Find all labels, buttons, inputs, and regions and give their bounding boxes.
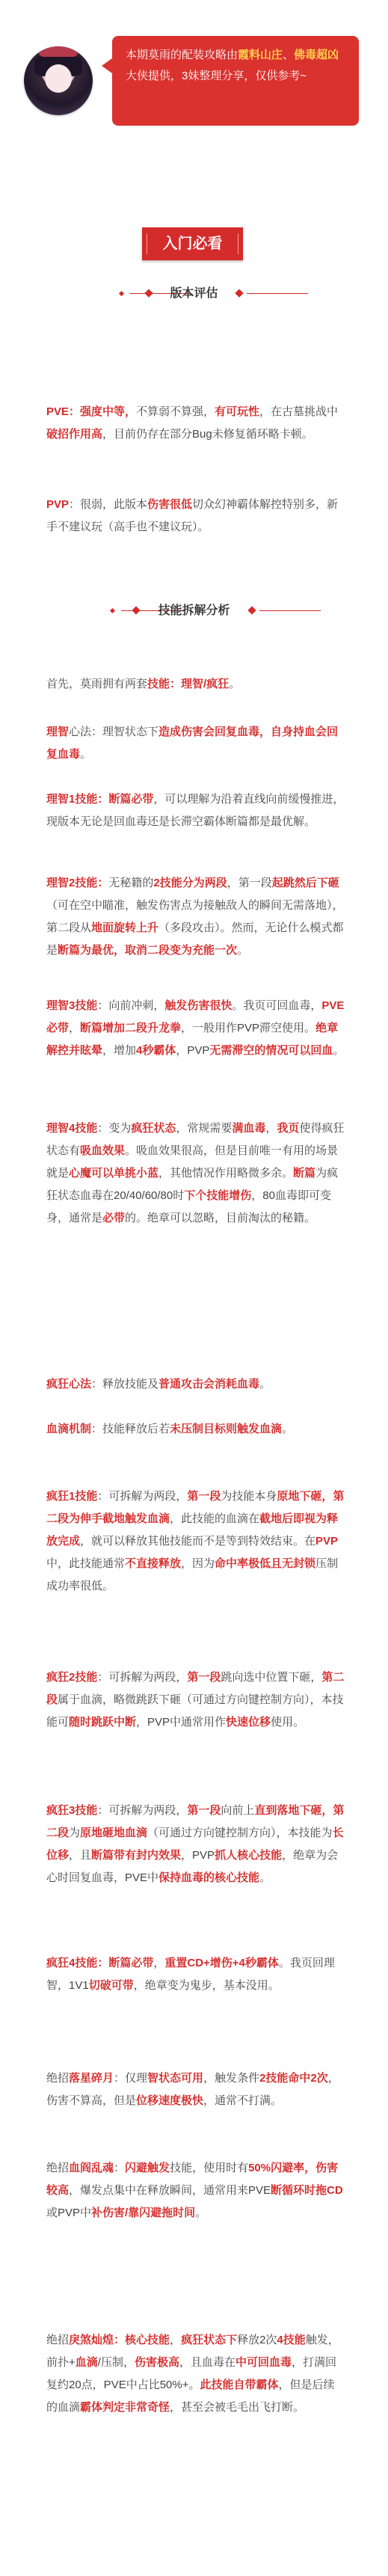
emphasis-text: 断循环时拖CD xyxy=(271,2184,343,2197)
emphasis-text: 切破可带 xyxy=(88,1979,134,1992)
emphasis-text: 2技能分为两段 xyxy=(153,877,227,889)
body-text: 为 xyxy=(69,1827,81,1839)
body-text: 。我页可回血毒， xyxy=(232,999,322,1012)
body-text: ， xyxy=(170,2334,182,2346)
body-text: 无秘籍的 xyxy=(108,877,154,889)
highlight-text: 霞料山庄 xyxy=(238,49,283,61)
body-text: 为技能本身 xyxy=(221,1490,277,1503)
body-text: ，增加 xyxy=(102,1044,137,1057)
paragraph-fengao xyxy=(46,2329,345,2419)
emphasis-text: 起跳然后下砸 xyxy=(271,877,339,889)
emphasis-text: 霸体判定非常奇怪 xyxy=(80,2401,170,2414)
body-text: 绝招 xyxy=(46,2162,70,2174)
body-text: ，可以理解为沿着直线向前缓慢推进，现版本无论是回血毒还是长滞空霸体断篇都是最优解。 xyxy=(46,793,345,828)
paragraph-lizhi1 xyxy=(46,788,345,833)
emphasis-text: 第一段 xyxy=(187,1804,221,1817)
emphasis-text: 不直接释放 xyxy=(125,1557,182,1570)
paragraph-fengkuang-heart xyxy=(46,1373,345,1396)
emphasis-text: 快速位移 xyxy=(226,1716,271,1729)
section-title: 技能拆解分析 xyxy=(158,604,230,617)
emphasis-text: 重置CD+增伤+4秒霸体 xyxy=(164,1957,279,1969)
section-title: 版本评估 xyxy=(170,287,218,300)
body-text: ，爆发点集中在释放瞬间，通常用来PVE xyxy=(69,2184,271,2197)
body-text: ：技能释放后若 xyxy=(91,1423,170,1435)
body-text: 。我页回理智，1V1 xyxy=(46,1957,335,1992)
body-text: ，但是后续的血滴 xyxy=(46,2379,335,2414)
emphasis-text: 技能：理智/疯狂 xyxy=(147,678,230,690)
body-text: 。 xyxy=(237,944,249,957)
emphasis-text: 2技能命中2次 xyxy=(259,2072,328,2085)
paragraph-pvp xyxy=(46,494,345,539)
body-text: 使得疯狂状态有 xyxy=(46,1122,345,1157)
emphasis-text: 伤害很低 xyxy=(147,498,193,511)
body-text: 绝招 xyxy=(46,2072,70,2085)
body-text: ，甚至会被毛毛出飞打断。 xyxy=(170,2401,305,2414)
body-text: ：释放技能及 xyxy=(91,1378,159,1390)
body-text: 的。绝章可以忽略，目前淘汰的秘籍。 xyxy=(125,1212,316,1224)
body-text: 。吸血效果很高，但是目前唯一有用的场景就是 xyxy=(46,1144,339,1180)
body-text: ， xyxy=(153,1957,165,1969)
emphasis-text: ：核心技能 xyxy=(114,2334,170,2346)
body-text: ，且血毒在 xyxy=(179,2356,235,2369)
emphasis-text: 伤害极高 xyxy=(134,2356,179,2369)
emphasis-text: 落星碎月 xyxy=(69,2072,114,2085)
body-text: ，触发条件 xyxy=(203,2072,260,2085)
body-text: 。 xyxy=(259,1378,271,1390)
emphasis-text: 疯狂状态 xyxy=(131,1122,176,1135)
body-text: ：很弱，此版本 xyxy=(69,498,148,511)
body-text: 切众幻神霸体解控特别多，新手不建议玩（高手也不建议玩）。 xyxy=(46,498,339,533)
body-text: 不算弱不算强， xyxy=(136,405,215,418)
body-text: 技能，使用时有 xyxy=(170,2162,249,2174)
emphasis-text: 地面旋转上升 xyxy=(91,921,159,934)
section-skills xyxy=(0,600,388,622)
emphasis-text: 断篇带有封内效果 xyxy=(91,1849,182,1862)
ornament-line xyxy=(247,293,308,294)
emphasis-text: 智状态可用 xyxy=(147,2072,204,2085)
body-text: ：可拆解为两段， xyxy=(97,1671,188,1684)
emphasis-text: 破招作用高 xyxy=(46,428,103,441)
body-text: ， xyxy=(69,1022,81,1034)
highlight-text: 佛毒超凶 xyxy=(294,49,339,61)
paragraph-feng3 xyxy=(46,1800,345,1889)
body-text: ，伤害不算高，但是 xyxy=(46,2072,339,2107)
emphasis-text: 中可回血毒 xyxy=(235,2356,292,2369)
emphasis-text: 保持血毒的核心技能 xyxy=(158,1871,260,1884)
emphasis-text: PVP xyxy=(315,1535,339,1548)
emphasis-text: 必带 xyxy=(102,1212,126,1224)
paragraph-feng1 xyxy=(46,1485,345,1598)
emphasis-text: 第二段 xyxy=(46,1671,345,1706)
emphasis-text: 原地下砸，第二段为伸手截地触发血滴 xyxy=(46,1490,345,1525)
paragraph-lizhi4 xyxy=(46,1117,345,1230)
emphasis-text: 理智4技能 xyxy=(46,1122,98,1135)
emphasis-text: 命中率极低且无封锁 xyxy=(215,1557,316,1570)
body-text: 使用。 xyxy=(271,1716,305,1729)
emphasis-text: 疯狂状态下 xyxy=(181,2334,238,2346)
body-text: 或PVP中 xyxy=(46,2207,92,2219)
paragraph-xueyin xyxy=(46,2157,345,2224)
body-text: 。 xyxy=(229,678,241,690)
body-text: ： xyxy=(114,2162,126,2174)
emphasis-text: 4秒霸体 xyxy=(136,1044,176,1057)
emphasis-text: 原地砸地血滴 xyxy=(80,1827,148,1839)
body-text: ，PVP xyxy=(176,1044,210,1057)
intro-speech-bubble xyxy=(112,36,359,126)
paragraph-lizhi2 xyxy=(46,872,345,962)
body-text: （多段攻击）。然而，无论什么模式都是 xyxy=(46,921,344,957)
author-avatar xyxy=(24,46,93,115)
emphasis-text: PVP xyxy=(46,498,70,511)
emphasis-text: 断篇 xyxy=(293,1167,316,1180)
emphasis-text: 截地后即视为释放完成 xyxy=(46,1512,339,1548)
body-text: ，在古墓挑战中 xyxy=(259,405,339,418)
body-text: （可在空中瞄准，触发伤害点为接触敌人的瞬间无需落地），第二段从 xyxy=(46,899,344,934)
emphasis-text: 50%闪避率，伤害较高 xyxy=(46,2162,339,2197)
paragraph-feng4 xyxy=(46,1952,345,1997)
body-text: 压制成功率很低。 xyxy=(46,1557,339,1592)
emphasis-text: 闪避触发 xyxy=(125,2162,170,2174)
body-text: ，一般用作PVP滞空使用。 xyxy=(181,1022,316,1034)
body-text: ，因为 xyxy=(181,1557,215,1570)
emphasis-text: 补伤害/靠闪避拖时间 xyxy=(91,2207,196,2219)
emphasis-text: PVE：强度中等， xyxy=(46,405,137,418)
paragraph-luoxing xyxy=(46,2067,345,2112)
body-text: ，目前仍存在部分Bug未修复循环略卡顿。 xyxy=(102,428,313,441)
emphasis-text: 下个技能增伤 xyxy=(184,1189,252,1202)
body-text: 跳向选中位置下砸， xyxy=(221,1671,322,1684)
body-text: ，第一段 xyxy=(227,877,272,889)
body-text: ， xyxy=(265,1122,277,1135)
body-text: ，绝章为会心时回复血毒，PVE中 xyxy=(46,1849,339,1884)
body-text: ，PVP中通常用作 xyxy=(136,1716,227,1729)
body-text: ，其他情况作用略微多余。 xyxy=(158,1167,294,1180)
paragraph-lizhi3 xyxy=(46,995,345,1062)
emphasis-text: 第一段 xyxy=(187,1490,221,1503)
emphasis-text: 断篇为最优，取消二段变为充能一次 xyxy=(58,944,238,957)
emphasis-text: 疯狂1技能 xyxy=(46,1490,98,1503)
paragraph-pve xyxy=(46,401,345,446)
emphasis-text: 断篇增加二段升龙拳 xyxy=(80,1022,182,1034)
body-text: 释放2次 xyxy=(237,2334,277,2346)
body-text: ：仅理 xyxy=(114,2072,148,2085)
bubble-text: 本期莫雨的配装攻略由 xyxy=(126,49,238,61)
emphasis-text: 有可玩性 xyxy=(215,405,260,418)
body-text: ，且 xyxy=(69,1849,92,1862)
header xyxy=(0,36,388,133)
paragraph-feng2 xyxy=(46,1666,345,1734)
emphasis-text: 血滴 xyxy=(75,2356,98,2369)
intro-banner: 入门必看 xyxy=(142,227,243,260)
emphasis-text: 长位移 xyxy=(46,1827,344,1862)
body-text: ，常规需要 xyxy=(176,1122,233,1135)
body-text: 。 xyxy=(333,1044,345,1057)
emphasis-text: 直到落地下砸，第二段 xyxy=(46,1804,345,1839)
emphasis-text: 造成伤害会回复血毒，自身持血会回复血毒 xyxy=(46,726,339,761)
ornament-line xyxy=(259,610,321,611)
body-text: ：可拆解为两段， xyxy=(97,1490,188,1503)
emphasis-text: 理智 xyxy=(46,726,70,738)
emphasis-text: 疯狂4技能：断篇必带 xyxy=(46,1957,154,1969)
emphasis-text: 位移速度极快 xyxy=(136,2094,204,2107)
body-text: ：变为 xyxy=(97,1122,132,1135)
body-text: 属于血滴，略微跳跃下砸（可通过方向键控制方向），本技能可 xyxy=(46,1693,344,1729)
body-text: 向前上 xyxy=(221,1804,255,1817)
body-text: /压制， xyxy=(97,2356,135,2369)
body-text: （可通过方向键控制方向），本技能为 xyxy=(147,1827,333,1839)
emphasis-text: 吸血效果 xyxy=(80,1144,126,1157)
body-text: ，就可以释放其他技能而不是等到特效结束。在 xyxy=(80,1535,316,1548)
emphasis-text: 抓人核心技能 xyxy=(215,1849,283,1862)
body-text: 心法：理智状态下 xyxy=(69,726,159,738)
bubble-text: 大侠提供，3妹整理分享，仅供参考~ xyxy=(126,70,307,82)
emphasis-text: 理智1技能：断篇必带 xyxy=(46,793,154,806)
emphasis-text: 我页 xyxy=(277,1122,300,1135)
emphasis-text: 理智3技能 xyxy=(46,999,98,1012)
emphasis-text: 血阎乱魂 xyxy=(69,2162,114,2174)
body-text: 。 xyxy=(80,748,92,761)
body-text: 中，此技能通常 xyxy=(46,1557,126,1570)
emphasis-text: 心魔可以单挑小蓝 xyxy=(69,1167,159,1180)
emphasis-text: 此技能自带霸体 xyxy=(200,2379,279,2391)
body-text: ，PVP xyxy=(181,1849,215,1862)
section-version xyxy=(0,283,388,305)
emphasis-text: 普通攻击会消耗血毒 xyxy=(158,1378,260,1390)
body-text: ，绝章变为鬼步，基本没用。 xyxy=(133,1979,280,1992)
emphasis-text: 疯狂3技能 xyxy=(46,1804,98,1817)
body-text: 触发，前扑+ xyxy=(46,2334,339,2369)
emphasis-text: PVE必带 xyxy=(46,999,345,1034)
body-text: ，80血毒即可变身，通常是 xyxy=(46,1189,331,1224)
body-text: ，打满回复约20点，PVE中占比50%+。 xyxy=(46,2356,337,2391)
bubble-text: 、 xyxy=(283,49,295,61)
body-text: ：向前冲刺， xyxy=(97,999,165,1012)
body-text: ：可拆解为两段， xyxy=(97,1804,188,1817)
emphasis-text: 随时跳跃中断 xyxy=(69,1716,137,1729)
emphasis-text: 疯狂心法 xyxy=(46,1378,92,1390)
emphasis-text: 第一段 xyxy=(187,1671,221,1684)
emphasis-text: 无需滞空的情况可以回血 xyxy=(209,1044,333,1057)
emphasis-text: 满血毒 xyxy=(232,1122,266,1135)
body-text: ，此技能的血滴在 xyxy=(170,1512,260,1525)
paragraph-xuedi xyxy=(46,1418,345,1441)
body-text: 。 xyxy=(282,1423,294,1435)
paragraph-intro xyxy=(46,673,345,696)
body-text: 首先，莫雨拥有两套 xyxy=(46,678,148,690)
body-text: 。 xyxy=(259,1871,271,1884)
emphasis-text: 触发伤害很快 xyxy=(164,999,233,1012)
body-text: 。 xyxy=(195,2207,207,2219)
emphasis-text: 戾煞灿煌 xyxy=(69,2334,114,2346)
body-text: 绝招 xyxy=(46,2334,70,2346)
emphasis-text: 未压制目标则触发血滴 xyxy=(170,1423,283,1435)
emphasis-text: 绝章解控并眩晕 xyxy=(46,1022,339,1057)
emphasis-text: 血滴机制 xyxy=(46,1423,92,1435)
emphasis-text: 理智2技能： xyxy=(46,877,109,889)
body-text: ，通常不打满。 xyxy=(203,2094,283,2107)
emphasis-text: 4技能 xyxy=(277,2334,306,2346)
paragraph-lizhi-heart xyxy=(46,721,345,766)
emphasis-text: 疯狂2技能 xyxy=(46,1671,98,1684)
body-text: 为疯狂状态血毒在20/40/60/80时 xyxy=(46,1167,339,1202)
